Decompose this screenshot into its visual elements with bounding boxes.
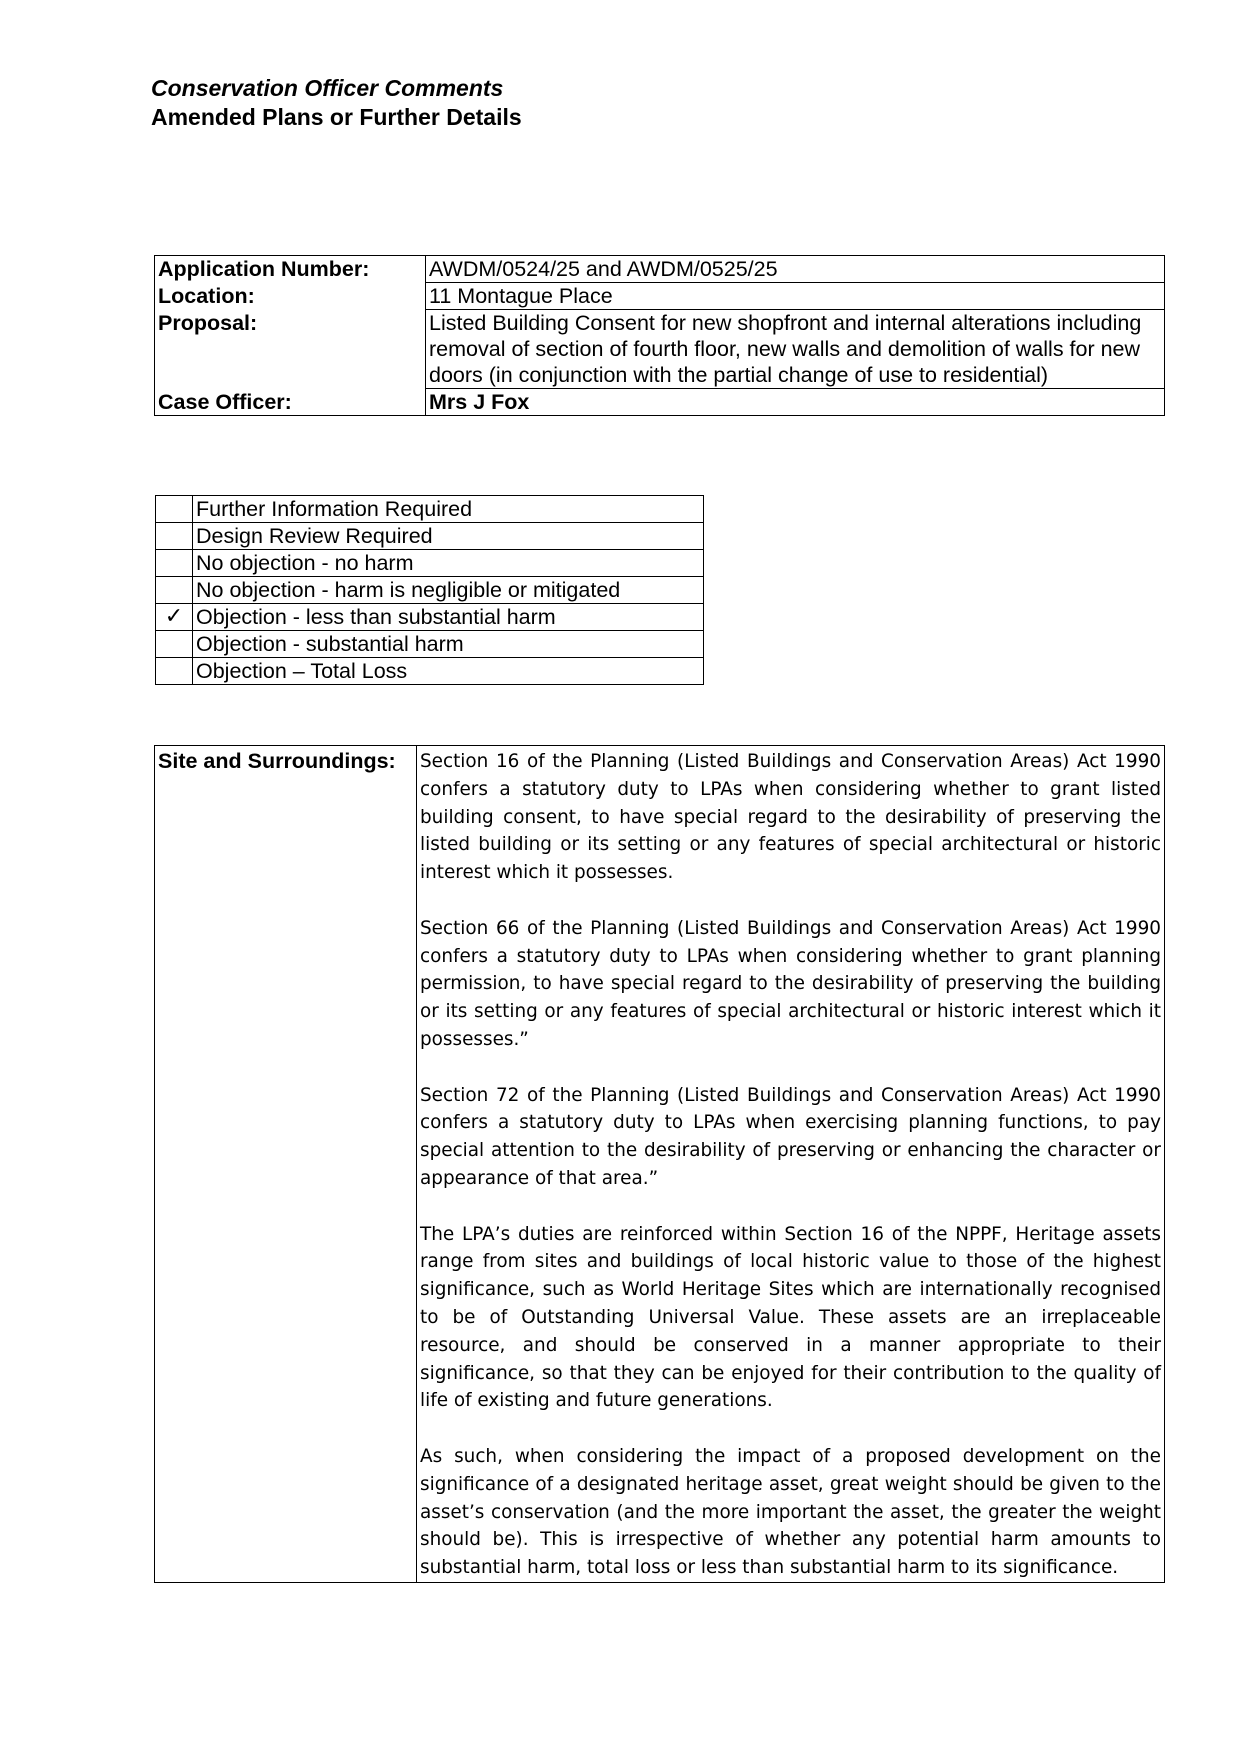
table-row	[156, 523, 704, 550]
option-label: No objection - harm is negligible or mitigated	[193, 577, 704, 604]
site-surroundings-body	[417, 746, 1165, 1583]
option-label: Design Review Required	[193, 523, 704, 550]
option-checkbox-checked	[156, 604, 193, 631]
case-officer-label: Case Officer:	[155, 389, 426, 416]
location-value: 11 Montague Place	[426, 283, 1165, 310]
table-row	[156, 604, 704, 631]
option-checkbox	[156, 550, 193, 577]
paragraph-nppf: The LPA’s duties are reinforced within Section 16 of the NPPF, Heritage assets range from sites and buildings of local historic value to those of the highest significance, such as World Heritage Sites which are internationally recognised to be of Outstanding Universal Value. These assets are an irreplaceable resource, and should be conserved in a manner appropriate to their significance, so that they can be enjoyed for their contribution to the quality of life of existing and future generations.	[420, 1223, 1161, 1412]
option-checkbox	[156, 577, 193, 604]
option-label: No objection - no harm	[193, 550, 704, 577]
table-row	[156, 496, 704, 523]
document-title: Conservation Officer Comments	[151, 75, 504, 101]
option-checkbox	[156, 658, 193, 685]
document-subtitle: Amended Plans or Further Details	[151, 104, 522, 130]
application-number-value: AWDM/0524/25 and AWDM/0525/25	[426, 256, 1165, 283]
table-row	[155, 389, 1165, 416]
table-row	[155, 256, 1165, 283]
paragraph-section-16: Section 16 of the Planning (Listed Buildings and Conservation Areas) Act 1990 confers a statutory duty to LPAs when considering whether to grant listed building consent, to have special regard to the desirability of preserving the listed building or its setting or any features of special architectural or historic interest which it possesses.	[420, 751, 1161, 884]
application-details-table	[154, 255, 1165, 416]
paragraph-great-weight: As such, when considering the impact of a proposed development on the significance of a designated heritage asset, great weight should be given to the asset’s conservation (and the more important the asset, the greater the weight should be). This is irrespective of whether any potential harm amounts to substantial harm, total loss or less than substantial harm to its significance.	[420, 1445, 1161, 1579]
table-row	[156, 577, 704, 604]
option-checkbox	[156, 496, 193, 523]
site-surroundings-label: Site and Surroundings:	[155, 746, 417, 1583]
table-row	[155, 746, 1165, 1583]
site-surroundings-table	[154, 745, 1165, 1583]
case-officer-value: Mrs J Fox	[426, 389, 1165, 416]
table-row	[155, 283, 1165, 310]
table-row	[156, 631, 704, 658]
paragraph-section-66: Section 66 of the Planning (Listed Buildings and Conservation Areas) Act 1990 confers a statutory duty to LPAs when considering whether to grant planning permission, to have special regard to the desirability of preserving the building or its setting or any features of special architectural or historic interest which it possesses.”	[420, 917, 1161, 1050]
option-label: Objection - less than substantial harm	[193, 604, 704, 631]
option-label: Objection – Total Loss	[193, 658, 704, 685]
table-row	[156, 550, 704, 577]
option-label: Objection - substantial harm	[193, 631, 704, 658]
location-label: Location:	[155, 283, 426, 310]
check-icon: ✓	[164, 604, 184, 629]
table-row	[156, 658, 704, 685]
assessment-options-table	[155, 495, 704, 685]
option-checkbox	[156, 631, 193, 658]
application-number-label: Application Number:	[155, 256, 426, 283]
table-row	[155, 310, 1165, 389]
option-label: Further Information Required	[193, 496, 704, 523]
proposal-label: Proposal:	[155, 310, 426, 389]
proposal-value: Listed Building Consent for new shopfront and internal alterations including removal of section of fourth floor, new walls and demolition of walls for new doors (in conjunction with the partial change of use to residential)	[426, 310, 1165, 389]
option-checkbox	[156, 523, 193, 550]
paragraph-section-72: Section 72 of the Planning (Listed Buildings and Conservation Areas) Act 1990 confers a statutory duty to LPAs when exercising planning functions, to pay special attention to the desirability of preserving or enhancing the character or appearance of that area.”	[420, 1084, 1161, 1189]
